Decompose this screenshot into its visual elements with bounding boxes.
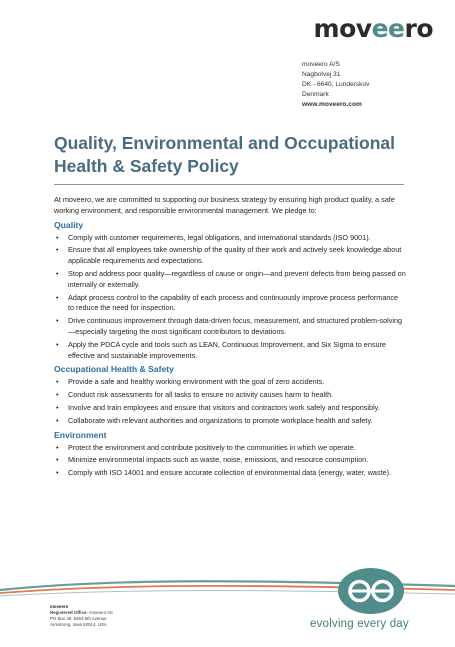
quality-list (54, 233, 406, 362)
environment-section (54, 430, 406, 479)
footer-address (50, 604, 113, 628)
footer-line: Armstrong, Iowa 50514, USA (50, 622, 107, 627)
logo-text-end: ro (404, 14, 433, 43)
moveero-logo (314, 14, 433, 43)
address-line: Nagbolvej 31 (302, 71, 341, 78)
title-divider (54, 184, 404, 185)
address-line: DK - 6640, Lunderskov (302, 81, 370, 88)
footer-brand: moveero (50, 604, 69, 609)
section-heading-environment: Environment (54, 429, 107, 440)
registered-label: Registered Office: (50, 610, 88, 615)
address-line: Denmark (302, 91, 329, 98)
list-item: • Involve and train employees and ensure that visitors and contractors work safely and responsibly. (54, 403, 406, 414)
environment-list (54, 443, 406, 479)
company-address (302, 60, 369, 110)
address-line: moveero A/S (302, 61, 340, 68)
section-heading-health-safety: Occupational Health & Safety (54, 364, 174, 375)
moveero-emblem-icon (337, 567, 405, 615)
list-item: • Provide a safe and healthy working environment with the goal of zero accidents. (54, 377, 406, 388)
list-item: • Stop and address poor quality—regardless of cause or origin—and prevent defects from being passed on internally or externally. (54, 269, 406, 291)
list-item: • Comply with customer requirements, legal obligations, and international standards (ISO 9001). (54, 233, 406, 244)
registered-value: moveero Inc (89, 610, 114, 615)
quality-section (54, 220, 406, 362)
list-item: • Ensure that all employees take ownership of the quality of their work and actively seek knowledge about applicable requirements and expectations. (54, 245, 406, 267)
document-title: Quality, Environmental and Occupational Health & Safety Policy (54, 133, 395, 176)
policy-body (54, 195, 406, 481)
health-safety-section (54, 364, 406, 426)
list-item: • Drive continuous improvement through data-driven focus, measurement, and structured problem-solving—especially targeting the most significant contributors to deviations. (54, 316, 406, 338)
list-item: • Protect the environment and contribute positively to the communities in which we operate. (54, 443, 406, 454)
health-safety-list (54, 377, 406, 426)
logo-text-start: mov (313, 14, 372, 43)
section-heading-quality: Quality (54, 219, 84, 230)
list-item: • Conduct risk assessments for all tasks to ensure no activity causes harm to health. (54, 390, 406, 401)
logo-text-mid: ee (371, 14, 405, 43)
footer-line: PO Box 48, 5453 6th Avenue (50, 616, 107, 621)
list-item: • Comply with ISO 14001 and ensure accurate collection of environmental data (energy, water, waste). (54, 468, 406, 479)
list-item: • Adapt process control to the capability of each process and continuously improve process performance to reduce the need for inspection. (54, 293, 406, 315)
website-link[interactable]: www.moveero.com (302, 101, 362, 108)
intro-paragraph: At moveero, we are committed to supporting our business strategy by ensuring high product quality, a safe working environment, and responsible environmental management. We pledge to: (54, 195, 395, 215)
list-item: • Minimize environmental impacts such as waste, noise, emissions, and resource consumption. (54, 455, 406, 466)
list-item: • Apply the PDCA cycle and tools such as LEAN, Continuous Improvement, and Six Sigma to ensure effective and sustainable improvements. (54, 340, 406, 362)
tagline: evolving every day (310, 618, 409, 630)
list-item: • Collaborate with relevant authorities and organizations to promote workplace health and safety. (54, 416, 406, 427)
